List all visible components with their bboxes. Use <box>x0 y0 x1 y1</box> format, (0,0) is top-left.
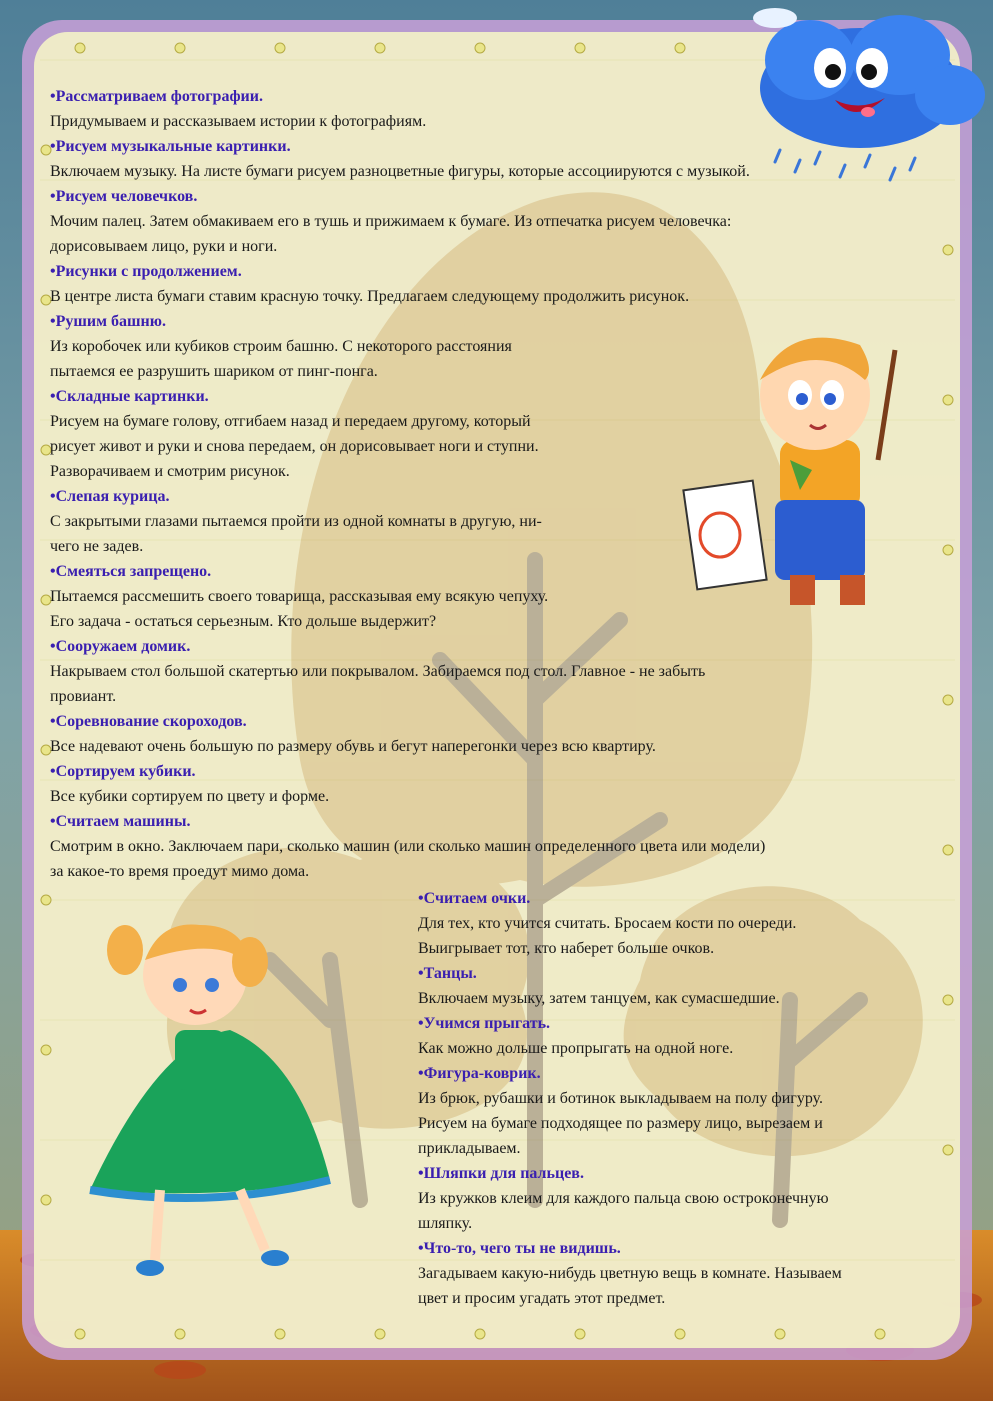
activity-line: Придумываем и рассказываем истории к фотографиям. <box>50 113 427 130</box>
activity-line: за какое-то время проедут мимо дома. <box>50 863 310 880</box>
activity-line: пытаемся ее разрушить шариком от пинг-понга. <box>50 363 378 380</box>
activity-item <box>418 1236 842 1311</box>
activity-item <box>418 1161 842 1236</box>
activity-line: Из брюк, рубашки и ботинок выкладываем на полу фигуру. <box>418 1090 824 1107</box>
activity-title: •Смеяться запрещено. <box>50 563 212 580</box>
activity-title: •Считаем очки. <box>418 890 531 907</box>
activity-line: Включаем музыку, затем танцуем, как сумасшедшие. <box>418 990 780 1007</box>
activity-line: Из кружков клеим для каждого пальца свою остроконечную <box>418 1190 829 1207</box>
activity-line: дорисовываем лицо, руки и ноги. <box>50 238 278 255</box>
activity-title: •Сортируем кубики. <box>50 763 196 780</box>
activity-title: •Рисуем музыкальные картинки. <box>50 138 291 155</box>
activity-line: шляпку. <box>418 1215 473 1232</box>
activity-title: •Соревнование скороходов. <box>50 713 247 730</box>
activity-title: •Рушим башню. <box>50 313 166 330</box>
activity-line: Выигрывает тот, кто наберет больше очков. <box>418 940 715 957</box>
activity-line: С закрытыми глазами пытаемся пройти из одной комнаты в другую, ни- <box>50 513 542 530</box>
activity-item <box>418 961 842 1011</box>
activity-item <box>50 134 765 184</box>
activity-title: •Танцы. <box>418 965 477 982</box>
activity-line: Для тех, кто учится считать. Бросаем кости по очереди. <box>418 915 797 932</box>
activity-line: Из коробочек или кубиков строим башню. С некоторого расстояния <box>50 338 512 355</box>
activity-item <box>50 309 765 384</box>
activity-line: Смотрим в окно. Заключаем пари, сколько машин (или сколько машин определенного цвета или модели) <box>50 838 766 855</box>
activity-item <box>418 886 842 961</box>
activity-line: провиант. <box>50 688 117 705</box>
activity-line: Пытаемся рассмешить своего товарища, рассказывая ему всякую чепуху. <box>50 588 549 605</box>
activity-line: Все надевают очень большую по размеру обувь и бегут наперегонки через всю квартиру. <box>50 738 656 755</box>
activity-title: •Шляпки для пальцев. <box>418 1165 584 1182</box>
activity-item <box>50 709 765 759</box>
activity-item <box>50 559 765 634</box>
main-text-column <box>50 84 765 884</box>
activity-line: прикладываем. <box>418 1140 521 1157</box>
activity-item <box>50 84 765 134</box>
activity-title: •Рисунки с продолжением. <box>50 263 242 280</box>
activity-item <box>50 384 765 484</box>
activity-line: Накрываем стол большой скатертью или покрывалом. Забираемся под стол. Главное - не забыть <box>50 663 706 680</box>
activity-line: Его задача - остаться серьезным. Кто дольше выдержит? <box>50 613 437 630</box>
activity-item <box>50 484 765 559</box>
activity-line: Как можно дольше пропрыгать на одной ноге. <box>418 1040 734 1057</box>
activity-title: •Фигура-коврик. <box>418 1065 541 1082</box>
activity-title: •Складные картинки. <box>50 388 209 405</box>
activity-line: Разворачиваем и смотрим рисунок. <box>50 463 290 480</box>
activity-line: рисует живот и руки и снова передаем, он дорисовывает ноги и ступни. <box>50 438 539 455</box>
activity-title: •Рисуем человечков. <box>50 188 198 205</box>
activity-item <box>418 1061 842 1161</box>
activity-item <box>50 759 765 809</box>
activity-title: •Слепая курица. <box>50 488 170 505</box>
activity-line: В центре листа бумаги ставим красную точку. Предлагаем следующему продолжить рисунок. <box>50 288 690 305</box>
activity-title: •Что-то, чего ты не видишь. <box>418 1240 621 1257</box>
activity-line: чего не задев. <box>50 538 144 555</box>
activity-line: Мочим палец. Затем обмакиваем его в тушь и прижимаем к бумаге. Из отпечатка рисуем человечка: <box>50 213 732 230</box>
activity-title: •Считаем машины. <box>50 813 191 830</box>
activity-line: Включаем музыку. На листе бумаги рисуем разноцветные фигуры, которые ассоциируются с музыкой. <box>50 163 750 180</box>
activity-item <box>50 809 765 884</box>
activity-line: Рисуем на бумаге голову, отгибаем назад и передаем другому, который <box>50 413 531 430</box>
right-text-column <box>418 886 842 1311</box>
activity-title: •Рассматриваем фотографии. <box>50 88 263 105</box>
activity-title: •Сооружаем домик. <box>50 638 191 655</box>
activity-line: цвет и просим угадать этот предмет. <box>418 1290 666 1307</box>
activity-item <box>50 634 765 709</box>
activity-line: Все кубики сортируем по цвету и форме. <box>50 788 330 805</box>
activity-line: Рисуем на бумаге подходящее по размеру лицо, вырезаем и <box>418 1115 823 1132</box>
activity-line: Загадываем какую-нибудь цветную вещь в комнате. Называем <box>418 1265 842 1282</box>
activity-item <box>50 259 765 309</box>
activity-item <box>50 184 765 259</box>
activity-title: •Учимся прыгать. <box>418 1015 551 1032</box>
activity-item <box>418 1011 842 1061</box>
